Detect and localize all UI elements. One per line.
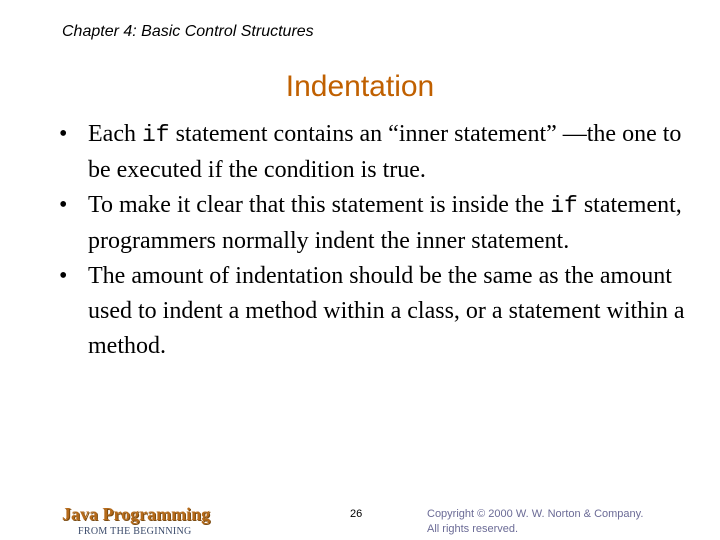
copyright-line: Copyright © 2000 W. W. Norton & Company. (427, 508, 644, 520)
bullet-item (59, 117, 699, 188)
slide-title: Indentation (285, 70, 435, 103)
footer-tagline: FROM THE BEGINNING (78, 526, 192, 537)
bullet-text: The amount of indentation should be the same as the amount used to indent a method within a class, or a statement within a method. (88, 263, 685, 359)
bullet-text-pre: Each (88, 121, 142, 147)
bullet-list (59, 117, 699, 364)
bullet-text-post: statement contains an “inner statement” —the one to be executed if the condition is true. (88, 121, 682, 183)
bullet-icon: • (59, 192, 68, 218)
code-keyword: if (141, 122, 170, 148)
bullet-text-post: statement, programmers normally indent the inner statement. (88, 192, 682, 254)
bullet-icon: • (59, 263, 68, 289)
chapter-heading: Chapter 4: Basic Control Structures (62, 23, 314, 40)
bullet-item (59, 188, 699, 259)
bullet-item (59, 259, 699, 364)
footer-brand: Java Programming (62, 504, 211, 524)
copyright-notice (427, 507, 643, 537)
bullet-icon: • (59, 121, 68, 147)
code-keyword: if (550, 193, 578, 219)
bullet-text-pre: To make it clear that this statement is inside the (88, 192, 551, 218)
page-number: 26 (350, 508, 363, 520)
rights-line: All rights reserved. (427, 523, 519, 535)
